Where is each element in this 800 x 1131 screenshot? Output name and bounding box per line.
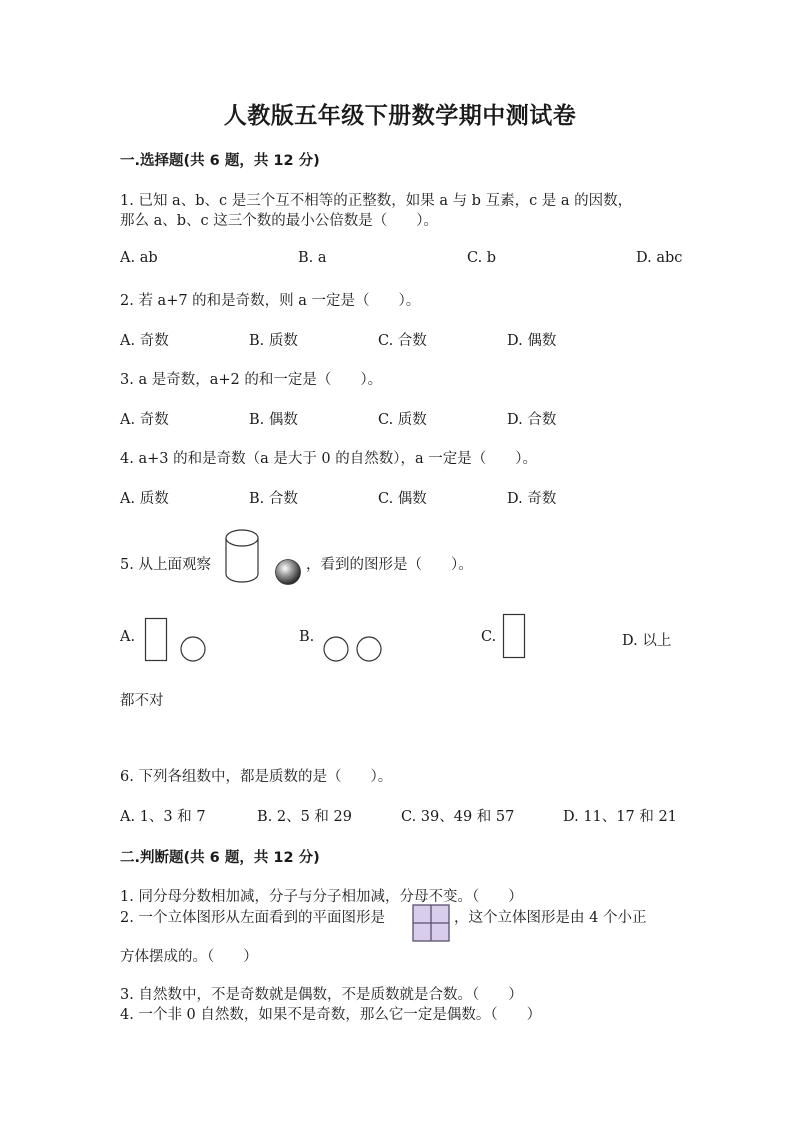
q5-option-d: D. 以上 [622,633,672,649]
q4-option-b: B. 合数 [249,491,298,507]
cylinder-icon [224,528,260,586]
q1-option-a: A. ab [120,250,158,266]
q6-option-b: B. 2、5 和 29 [257,809,352,825]
q5-text-suffix: ，看到的图形是（ ）。 [306,557,473,573]
q3-option-d: D. 合数 [507,412,557,428]
q6-option-c: C. 39、49 和 57 [401,809,515,825]
q4-option-d: D. 奇数 [507,491,557,507]
judge-q2-suffix: ，这个立体图形是由 4 个小正 [454,910,647,926]
q1-text-line1: 1. 已知 a、b、c 是三个互不相等的正整数，如果 a 与 b 互素，c 是 a 的因数， [120,193,633,209]
circle-icon [181,637,205,661]
q5-option-c-figure [503,614,527,660]
q5-option-c: C. [481,629,497,645]
q5-option-a: A. [120,629,136,645]
judge-q4-text: 4. 一个非 0 自然数，如果不是奇数，那么它一定是偶数。（ ） [120,1007,542,1023]
sphere-icon [274,558,302,586]
q1-option-c: C. b [467,250,497,266]
q5-option-b: B. [299,629,315,645]
square-grid-icon [412,904,452,944]
circle-icon [357,637,381,661]
page-title: 人教版五年级下册数学期中测试卷 [223,102,577,129]
q4-text: 4. a+3 的和是奇数（a 是大于 0 的自然数），a 一定是（ ）。 [120,451,538,467]
q6-text: 6. 下列各组数中，都是质数的是（ ）。 [120,769,393,785]
circle-icon [324,637,348,661]
q3-text: 3. a 是奇数，a+2 的和一定是（ ）。 [120,372,383,388]
judge-q3-text: 3. 自然数中，不是奇数就是偶数，不是质数就是合数。（ ） [120,987,523,1003]
q2-option-c: C. 合数 [378,333,427,349]
q5-option-d-continued: 都不对 [120,693,164,709]
rectangle-icon [504,615,525,658]
q3-option-b: B. 偶数 [249,412,298,428]
judge-q2-line2: 方体摆成的。（ ） [120,949,258,965]
q1-option-b: B. a [298,250,327,266]
judge-q1-text: 1. 同分母分数相加减，分子与分子相加减，分母不变。（ ） [120,889,523,905]
q2-text: 2. 若 a+7 的和是奇数，则 a 一定是（ ）。 [120,293,421,309]
q2-option-a: A. 奇数 [120,333,169,349]
q2-option-b: B. 质数 [249,333,298,349]
q5-option-b-figure [323,636,383,664]
section-heading-choice: 一.选择题(共 6 题，共 12 分) [120,153,320,169]
q1-option-d: D. abc [636,250,683,266]
q4-option-c: C. 偶数 [378,491,427,507]
q1-text-line2: 那么 a、b、c 这三个数的最小公倍数是（ ）。 [120,213,439,229]
section-heading-judgement: 二.判断题(共 6 题，共 12 分) [120,850,320,866]
q5-text-prefix: 5. 从上面观察 [120,557,211,573]
q2-option-d: D. 偶数 [507,333,557,349]
q6-option-a: A. 1、3 和 7 [120,809,206,825]
rectangle-icon [146,619,167,661]
q5-option-a-figure [145,618,210,664]
q4-option-a: A. 质数 [120,491,169,507]
judge-q2-prefix: 2. 一个立体图形从左面看到的平面图形是 [120,910,385,926]
q3-option-a: A. 奇数 [120,412,169,428]
q6-option-d: D. 11、17 和 21 [563,809,677,825]
q3-option-c: C. 质数 [378,412,427,428]
